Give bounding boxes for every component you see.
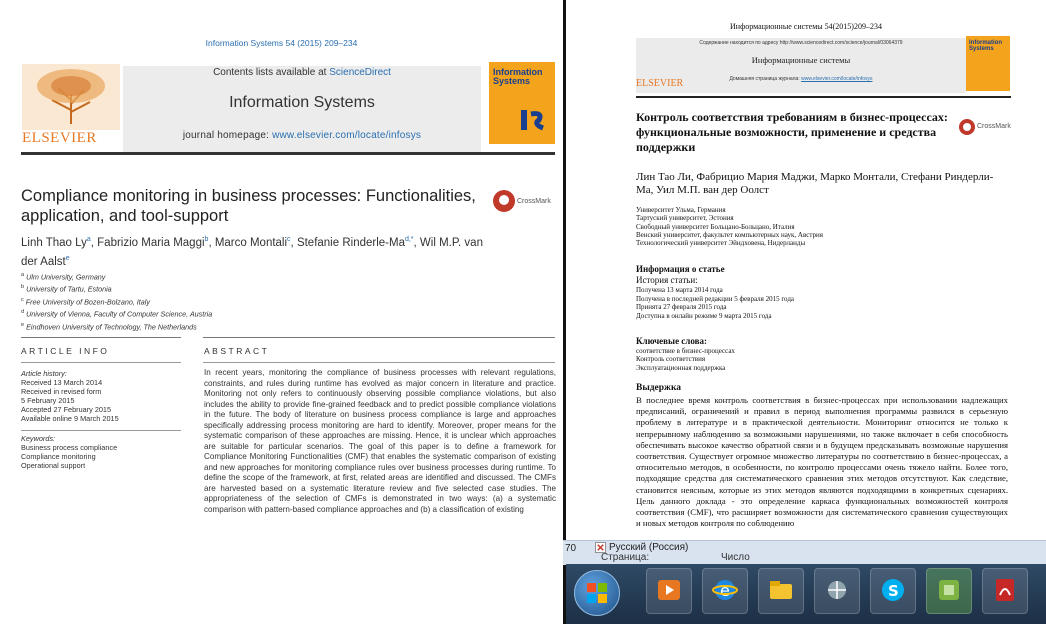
start-button[interactable] [574, 570, 620, 616]
divider [21, 430, 181, 431]
author[interactable]: Stefanie Rinderle-Ma [296, 236, 405, 249]
contents-line: Contents lists available at ScienceDirect [213, 67, 391, 78]
history-item: Получена в последней редакции 5 февраля 2015 года [636, 294, 795, 303]
divider [203, 337, 555, 338]
word-status-bar [563, 540, 1046, 565]
crossmark-badge[interactable]: CrossMark [493, 190, 551, 212]
contents-line: Содержание находится по адресу http://www.sciencedirect.com/science/journal/03064379 [699, 40, 903, 46]
affiliation: $^e$ Eindhoven University of Technology, The Netherlands [21, 321, 197, 331]
history-item: Accepted 27 February 2015 [21, 405, 112, 414]
author[interactable]: Fabrizio Maria Maggi [97, 236, 205, 249]
homepage-link[interactable]: www.elsevier.com/locate/infosys [801, 76, 873, 82]
skype-icon [880, 577, 906, 603]
crossmark-icon [959, 119, 975, 135]
history-item: Available online 9 March 2015 [21, 414, 119, 423]
author-list: Лин Тао Ли, Фабрицио Мария Маджи, Марко Монтали, Стефани Риндерли-Ма, Уил М.П. ван дер Оолст [636, 171, 994, 196]
journal-cover-image [489, 62, 555, 144]
history-item: Доступна в онлайн режиме 9 марта 2015 года [636, 311, 772, 320]
pdf-reader-icon [992, 577, 1018, 603]
word-count[interactable]: Число [721, 552, 750, 563]
history-item: 5 February 2015 [21, 396, 75, 405]
keyword: Business process compliance [21, 443, 118, 452]
affiliation: Технологический университет Эйндховена, Нидерланды [636, 239, 806, 248]
journal-homepage: Домашняя страница журнала: www.elsevier.com/locate/infosys [729, 76, 873, 82]
publisher-name: ELSEVIER [636, 78, 684, 89]
history-heading: История статьи: [636, 275, 698, 285]
author-list: Linh Thao Ly$^a$, Fabrizio Maria Maggi$^b$, Marco Montali$^c$, Stefanie Rinderle-$Ma^{d,*}$, Wil M.P. van der Aalst$^e$ [21, 236, 483, 268]
abstract-text: In recent years, monitoring the compliance of business processes with relevant regulations, constraints, and rules during runtime has evolved as major concern in literature and practice. Monitoring not only refers to continuously observing possible compliance violations, but also includes the ability to provide fine-grained feedback and to predict possible compliance violations in the future. The body of literature on business process compliance is large and approaches specifically addressing process monitoring are hard to identify. Moreover, proper means for the systematic comparison of these approaches are missing. Hence, it is unclear which approaches are suitable for particular scenarios. The goal of this paper is to define a framework for Compliance Monitoring Functionalities (CMF) that enables the systematic comparison of existing and new approaches for monitoring compliance rules over business processes during runtime. To define the scope of the framework, at first, related areas are identified and discussed. The CMFs are harvested based on a systematic literature review and five selected case studies. The appropriateness of the selection of CMFs is demonstrated in two ways: (a) a systematic comparison with pattern-based compliance approaches and (b) a classification of existing [204, 368, 556, 514]
cover-logo-icon [519, 106, 547, 134]
header-rule [21, 152, 555, 155]
abstract-text: В последнее время контроль соответствия в бизнес-процессах при использовании надлежащих предписаний, ограничений и правил в период выполнения программы развился в серьезную проблему в литературе и в практической деятельности. Мониторинг относится не только к непрерывному наблюдению за возможными нарушениями, но также включает в себя способность обеспечивать высокое качество обратной связи и в будущем предсказывать возможные нарушения соответствия. Существует огромное множество литературы по соответствию в бизнес-процессах, а относительно методов, в особенности, по контролю процессами очень тяжело найти. Более того, подходящие средства для систематического сравнения этих методов отсутствуют. Как следствие, становится неясным, которые из этих методов являются подходящими в конкретных сценариях. Цель данного доклада - это определение каркаса функциональных возможностей контроля соответствия (CMF), что расширяет возможности для систематического сравнения существующих и новых методов контроля по соблюдению [636, 395, 1008, 529]
history-item: Принята 27 февраля 2015 года [636, 303, 727, 312]
keyword: Compliance monitoring [21, 452, 96, 461]
journal-header-box [636, 38, 966, 93]
divider [21, 337, 181, 338]
affiliation-list [636, 206, 823, 247]
keyword: Эксплуатационная поддержка [636, 363, 726, 372]
header-rule [636, 96, 1011, 98]
history-item: Received in revised form [21, 387, 102, 396]
app-button[interactable] [926, 568, 972, 614]
keywords [636, 347, 735, 372]
keyword: Контроль соответствия [636, 355, 706, 364]
windows-taskbar [566, 564, 1046, 624]
affiliation-list [21, 270, 212, 332]
status-number: 70 [565, 543, 577, 554]
article-info-heading: Информация о статье [636, 264, 725, 274]
app-icon [936, 577, 962, 603]
file-explorer-button[interactable] [758, 568, 804, 614]
sciencedirect-link[interactable]: ScienceDirect [329, 67, 391, 78]
article-history [636, 286, 794, 320]
internet-explorer-button[interactable] [702, 568, 748, 614]
network-button[interactable] [814, 568, 860, 614]
page-count[interactable]: Страница: [601, 552, 650, 563]
journal-homepage: journal homepage: www.elsevier.com/locate/infosys [182, 130, 422, 141]
language-indicator[interactable]: Русский (Россия) [595, 542, 688, 553]
author[interactable]: Linh Thao Ly [21, 236, 87, 249]
journal-citation: Информационные системы 54(2015)209–234 [730, 22, 882, 31]
article-history: Article history: Received 13 March 2014 Received in revised form 5 February 2015 Accepted 27 February 2015 Available online 9 March 2015 [21, 369, 119, 423]
affiliation: Свободный университет Больцано-Больцано, Италия [636, 222, 795, 231]
homepage-link[interactable]: www.elsevier.com/locate/infosys [272, 130, 422, 141]
media-player-button[interactable] [646, 568, 692, 614]
cover-title: Information Systems [493, 67, 543, 86]
abstract-heading: ABSTRACT [204, 346, 270, 356]
affiliation: $^b$ University of Tartu, Estonia [21, 284, 112, 294]
svg-text:S: S [888, 582, 899, 600]
network-icon [824, 577, 850, 603]
abstract-heading: Выдержка [636, 383, 682, 393]
affiliation: $^d$ University of Vienna, Faculty of Computer Science, Austria [21, 309, 213, 319]
affiliation: Университет Ульма, Германия [636, 206, 726, 214]
keywords-heading: Ключевые слова: [636, 336, 707, 346]
article-info-heading: ARTICLE INFO [21, 346, 110, 356]
affiliation: $^c$ Free University of Bozen-Bolzano, Italy [21, 296, 150, 307]
translated-document-page[interactable] [566, 0, 1046, 540]
svg-text:e: e [720, 581, 730, 600]
skype-button[interactable] [870, 568, 916, 614]
paper-title: Контроль соответствия требованиям в бизнес-процессах: функциональные возможности, применение и средства поддержки [636, 110, 948, 154]
journal-header-box [123, 66, 481, 153]
windows-logo-icon [586, 582, 608, 604]
paper-title: Compliance monitoring in business processes: Functionalities, application, and tool-support [21, 187, 476, 225]
divider [203, 362, 555, 363]
history-item: Получена 13 марта 2014 года [636, 286, 723, 294]
keyword: соответствие в бизнес-процессах [636, 347, 735, 355]
divider [21, 362, 181, 363]
cover-title: Information Systems [969, 40, 1002, 52]
journal-cover-image [966, 36, 1010, 91]
media-player-icon [656, 577, 682, 603]
affiliation: Тартуский университет, Эстония [636, 214, 734, 223]
pdf-reader-button[interactable] [982, 568, 1028, 614]
journal-title: Information Systems [229, 94, 375, 111]
internet-explorer-icon [712, 577, 738, 603]
crossmark-badge[interactable]: CrossMark [959, 118, 1011, 136]
affiliation: Венский университет, факультет компьютерных наук, Австрия [636, 230, 823, 239]
keywords: Keywords: Business process compliance Compliance monitoring Operational support [21, 434, 118, 470]
keyword: Operational support [21, 461, 86, 470]
history-item: Received 13 March 2014 [21, 378, 103, 387]
journal-title: Информационные системы [751, 55, 851, 65]
file-explorer-icon [768, 577, 794, 603]
publisher-name: ELSEVIER [22, 130, 97, 146]
author[interactable]: Marco Montali [214, 236, 288, 249]
author[interactable]: Wil M.P. van der Aalst [21, 236, 483, 268]
journal-citation[interactable]: Information Systems 54 (2015) 209–234 [205, 38, 358, 48]
affiliation: $^a$ Ulm University, Germany [21, 272, 106, 282]
crossmark-icon [493, 190, 515, 212]
